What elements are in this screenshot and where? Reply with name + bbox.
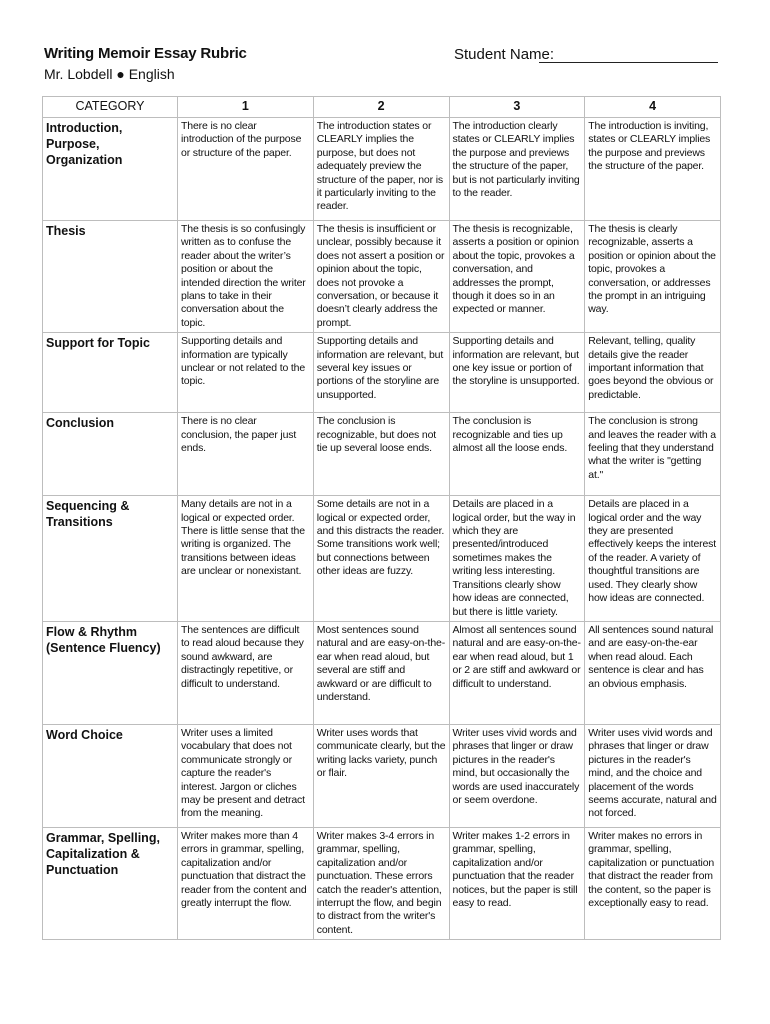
rubric-cell: Writer uses vivid words and phrases that linger or draw pictures in the reader's mind, and the choice and placement of the words seems accurate, natural and not forced. xyxy=(585,724,721,827)
rubric-cell: Supporting details and information are relevant, but several key issues or portions of the storyline are unsupported. xyxy=(313,333,449,413)
rubric-cell: Writer makes 1-2 errors in grammar, spelling, capitalization and/or punctuation that the reader notices, but the paper is still easy to read. xyxy=(449,827,585,939)
rubric-cell: The introduction states or CLEARLY implies the purpose, but does not adequately preview the structure of the paper, nor is it particularly inviting to the reader. xyxy=(313,118,449,221)
rubric-cell: There is no clear conclusion, the paper just ends. xyxy=(178,413,314,496)
rubric-cell: Writer uses a limited vocabulary that does not communicate strongly or capture the reader's interest. Jargon or cliches may be present and detract from the meaning. xyxy=(178,724,314,827)
student-name-line[interactable] xyxy=(539,62,718,63)
rubric-cell: Details are placed in a logical order, but the way in which they are presented/introduced sometimes makes the writing less interesting. Transitions clearly show how ideas are connected, but there is little variety. xyxy=(449,496,585,622)
table-row xyxy=(43,621,721,724)
document-title: Writing Memoir Essay Rubric xyxy=(44,45,247,62)
rubric-cell: The thesis is insufficient or unclear, possibly because it does not assert a position or opinion about the topic, does not provoke a conversation, or because it doesn’t clearly address the prompt. xyxy=(313,221,449,333)
table-row xyxy=(43,724,721,827)
rubric-cell: Many details are not in a logical or expected order. There is little sense that the writing is organized. The transitions between ideas are unclear or nonexistant. xyxy=(178,496,314,622)
rubric-cell: The sentences are difficult to read aloud because they sound awkward, are distractingly repetitive, or difficult to understand. xyxy=(178,621,314,724)
category-label: Conclusion xyxy=(43,413,178,496)
rubric-cell: Supporting details and information are relevant, but one key issue or portion of the storyline is unsupported. xyxy=(449,333,585,413)
rubric-cell: The conclusion is recognizable and ties up almost all the loose ends. xyxy=(449,413,585,496)
rubric-cell: The thesis is so confusingly written as to confuse the reader about the writer’s position or about the intended direction the writer plans to take in their conversation about the topic. xyxy=(178,221,314,333)
rubric-cell: The introduction is inviting, states or CLEARLY implies the purpose and previews the structure of the paper. xyxy=(585,118,721,221)
category-label: Thesis xyxy=(43,221,178,333)
rubric-cell: Most sentences sound natural and are easy-on-the-ear when read aloud, but several are stiff and awkward or are difficult to understand. xyxy=(313,621,449,724)
rubric-table xyxy=(42,96,721,940)
table-row xyxy=(43,496,721,622)
rubric-cell: Some details are not in a logical or expected order, and this distracts the reader. Some transitions work well; but connections between other ideas are fuzzy. xyxy=(313,496,449,622)
table-row xyxy=(43,333,721,413)
table-row xyxy=(43,118,721,221)
header-row xyxy=(43,97,721,118)
header-score-1: 1 xyxy=(178,97,314,118)
category-label: Introduction, Purpose, Organization xyxy=(43,118,178,221)
rubric-cell: The conclusion is strong and leaves the reader with a feeling that they understand what the writer is "getting at." xyxy=(585,413,721,496)
rubric-cell: Relevant, telling, quality details give the reader important information that goes beyond the obvious or predictable. xyxy=(585,333,721,413)
header-score-2: 2 xyxy=(313,97,449,118)
rubric-cell: The introduction clearly states or CLEARLY implies the purpose and previews the structure of the paper, but is not particularly inviting to the reader. xyxy=(449,118,585,221)
category-label: Word Choice xyxy=(43,724,178,827)
category-label: Support for Topic xyxy=(43,333,178,413)
rubric-cell: Almost all sentences sound natural and are easy-on-the-ear when read aloud, but 1 or 2 are stiff and awkward or difficult to understand. xyxy=(449,621,585,724)
header-score-4: 4 xyxy=(585,97,721,118)
table-row xyxy=(43,413,721,496)
category-label: Flow & Rhythm (Sentence Fluency) xyxy=(43,621,178,724)
rubric-cell: Writer uses vivid words and phrases that linger or draw pictures in the reader's mind, but occasionally the words are used inaccurately or seem overdone. xyxy=(449,724,585,827)
header-score-3: 3 xyxy=(449,97,585,118)
rubric-cell: Writer makes no errors in grammar, spelling, capitalization or punctuation that distract the reader from the content, so the paper is exceptionally easy to read. xyxy=(585,827,721,939)
category-label: Grammar, Spelling, Capitalization & Punctuation xyxy=(43,827,178,939)
document-subtitle: Mr. Lobdell ● English xyxy=(44,66,175,82)
rubric-cell: Writer makes more than 4 errors in grammar, spelling, capitalization and/or punctuation that distract the reader from the content and greatly interrupt the flow. xyxy=(178,827,314,939)
rubric-cell: Writer uses words that communicate clearly, but the writing lacks variety, punch or flair. xyxy=(313,724,449,827)
category-label: Sequencing & Transitions xyxy=(43,496,178,622)
header-category: CATEGORY xyxy=(43,97,178,118)
rubric-cell: The thesis is clearly recognizable, asserts a position or opinion about the topic, provokes a conversation, or addresses the prompt in an intriguing way. xyxy=(585,221,721,333)
student-name-label: Student Name: xyxy=(454,46,555,63)
rubric-cell: Details are placed in a logical order and the way they are presented effectively keeps the interest of the reader. A variety of thoughtful transitions are used. They clearly show how ideas are connected. xyxy=(585,496,721,622)
rubric-cell: The conclusion is recognizable, but does not tie up several loose ends. xyxy=(313,413,449,496)
rubric-cell: All sentences sound natural and are easy-on-the-ear when read aloud. Each sentence is clear and has an obvious emphasis. xyxy=(585,621,721,724)
table-row xyxy=(43,827,721,939)
rubric-cell: Writer makes 3-4 errors in grammar, spelling, capitalization and/or punctuation. These errors catch the reader's attention, interrupt the flow, and begin to distract from the writer's content. xyxy=(313,827,449,939)
table-row xyxy=(43,221,721,333)
rubric-cell: There is no clear introduction of the purpose or structure of the paper. xyxy=(178,118,314,221)
rubric-cell: The thesis is recognizable, asserts a position or opinion about the topic, provokes a conversation, and addresses the prompt, though it does so in an expected or manner. xyxy=(449,221,585,333)
rubric-cell: Supporting details and information are typically unclear or not related to the topic. xyxy=(178,333,314,413)
